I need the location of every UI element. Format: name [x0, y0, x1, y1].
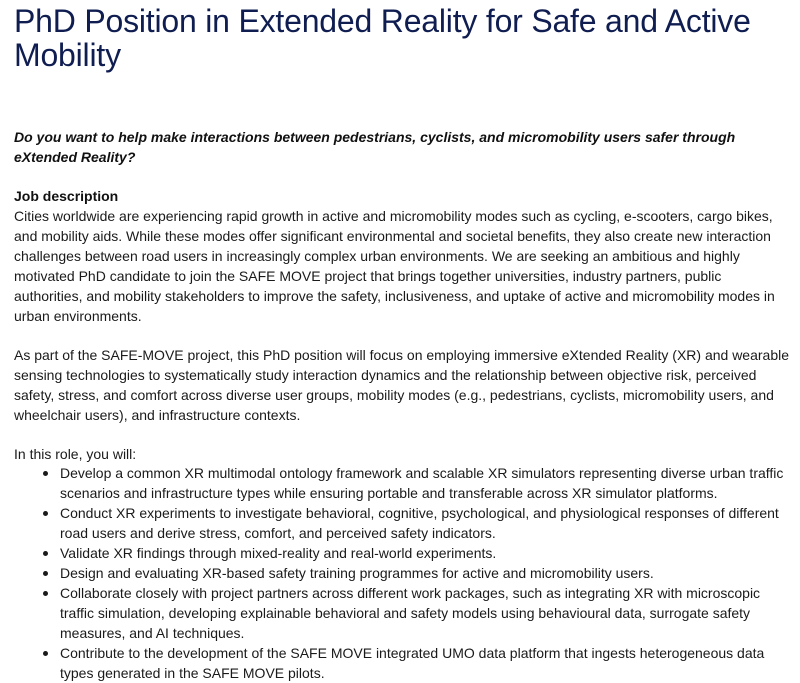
role-intro: In this role, you will:: [14, 446, 137, 462]
duty-item-xr-ontology: Develop a common XR multimodal ontology framework and scalable XR simulators representing diverse urban traffic scenarios and infrastructure types while ensuring portable and transferable across XR simulator platforms.: [60, 463, 789, 503]
duty-item-xr-experiments: Conduct XR experiments to investigate behavioral, cognitive, psychological, and physiological responses of different road users and derive stress, comfort, and perceived safety indicators.: [60, 503, 789, 543]
intro-question: Do you want to help make interactions between pedestrians, cyclists, and micromobility users safer through eXtended Reality?: [14, 129, 736, 165]
duty-item-collaborate: Collaborate closely with project partners across different work packages, such as integrating XR with microscopic traffic simulation, developing explainable behavioral and safety models using behavioural data, surrogate safety measures, and AI techniques.: [60, 583, 789, 643]
job-description-paragraph-1: Cities worldwide are experiencing rapid growth in active and micromobility modes such as cycling, e-scooters, cargo bikes, and mobility aids. While these modes offer significant environmental and societal benefits, they also create new interaction challenges between road users in increasingly complex urban environments. We are seeking an ambitious and highly motivated PhD candidate to join the SAFE MOVE project that brings together universities, industry partners, public authorities, and mobility stakeholders to improve the safety, inclusiveness, and uptake of active and micromobility modes in urban environments.: [14, 208, 775, 324]
job-description-paragraph-2: As part of the SAFE-MOVE project, this PhD position will focus on employing immersive eXtended Reality (XR) and wearable sensing technologies to systematically study interaction dynamics and the relationship between objective risk, perceived safety, stress, and comfort across diverse user groups, mobility modes (e.g., pedestrians, cyclists, micromobility users, and wheelchair users), and infrastructure contexts.: [14, 347, 790, 423]
page-title: PhD Position in Extended Reality for Safe and Active Mobility: [14, 3, 751, 73]
duty-item-safety-training: Design and evaluating XR-based safety training programmes for active and micromobility users.: [60, 563, 789, 583]
duties-list: [14, 463, 789, 683]
job-description-heading: Job description: [14, 188, 119, 204]
duty-item-validate-findings: Validate XR findings through mixed-reality and real-world experiments.: [60, 543, 789, 563]
duty-item-data-platform: Contribute to the development of the SAFE MOVE integrated UMO data platform that ingests heterogeneous data types generated in the SAFE MOVE pilots.: [60, 643, 789, 683]
